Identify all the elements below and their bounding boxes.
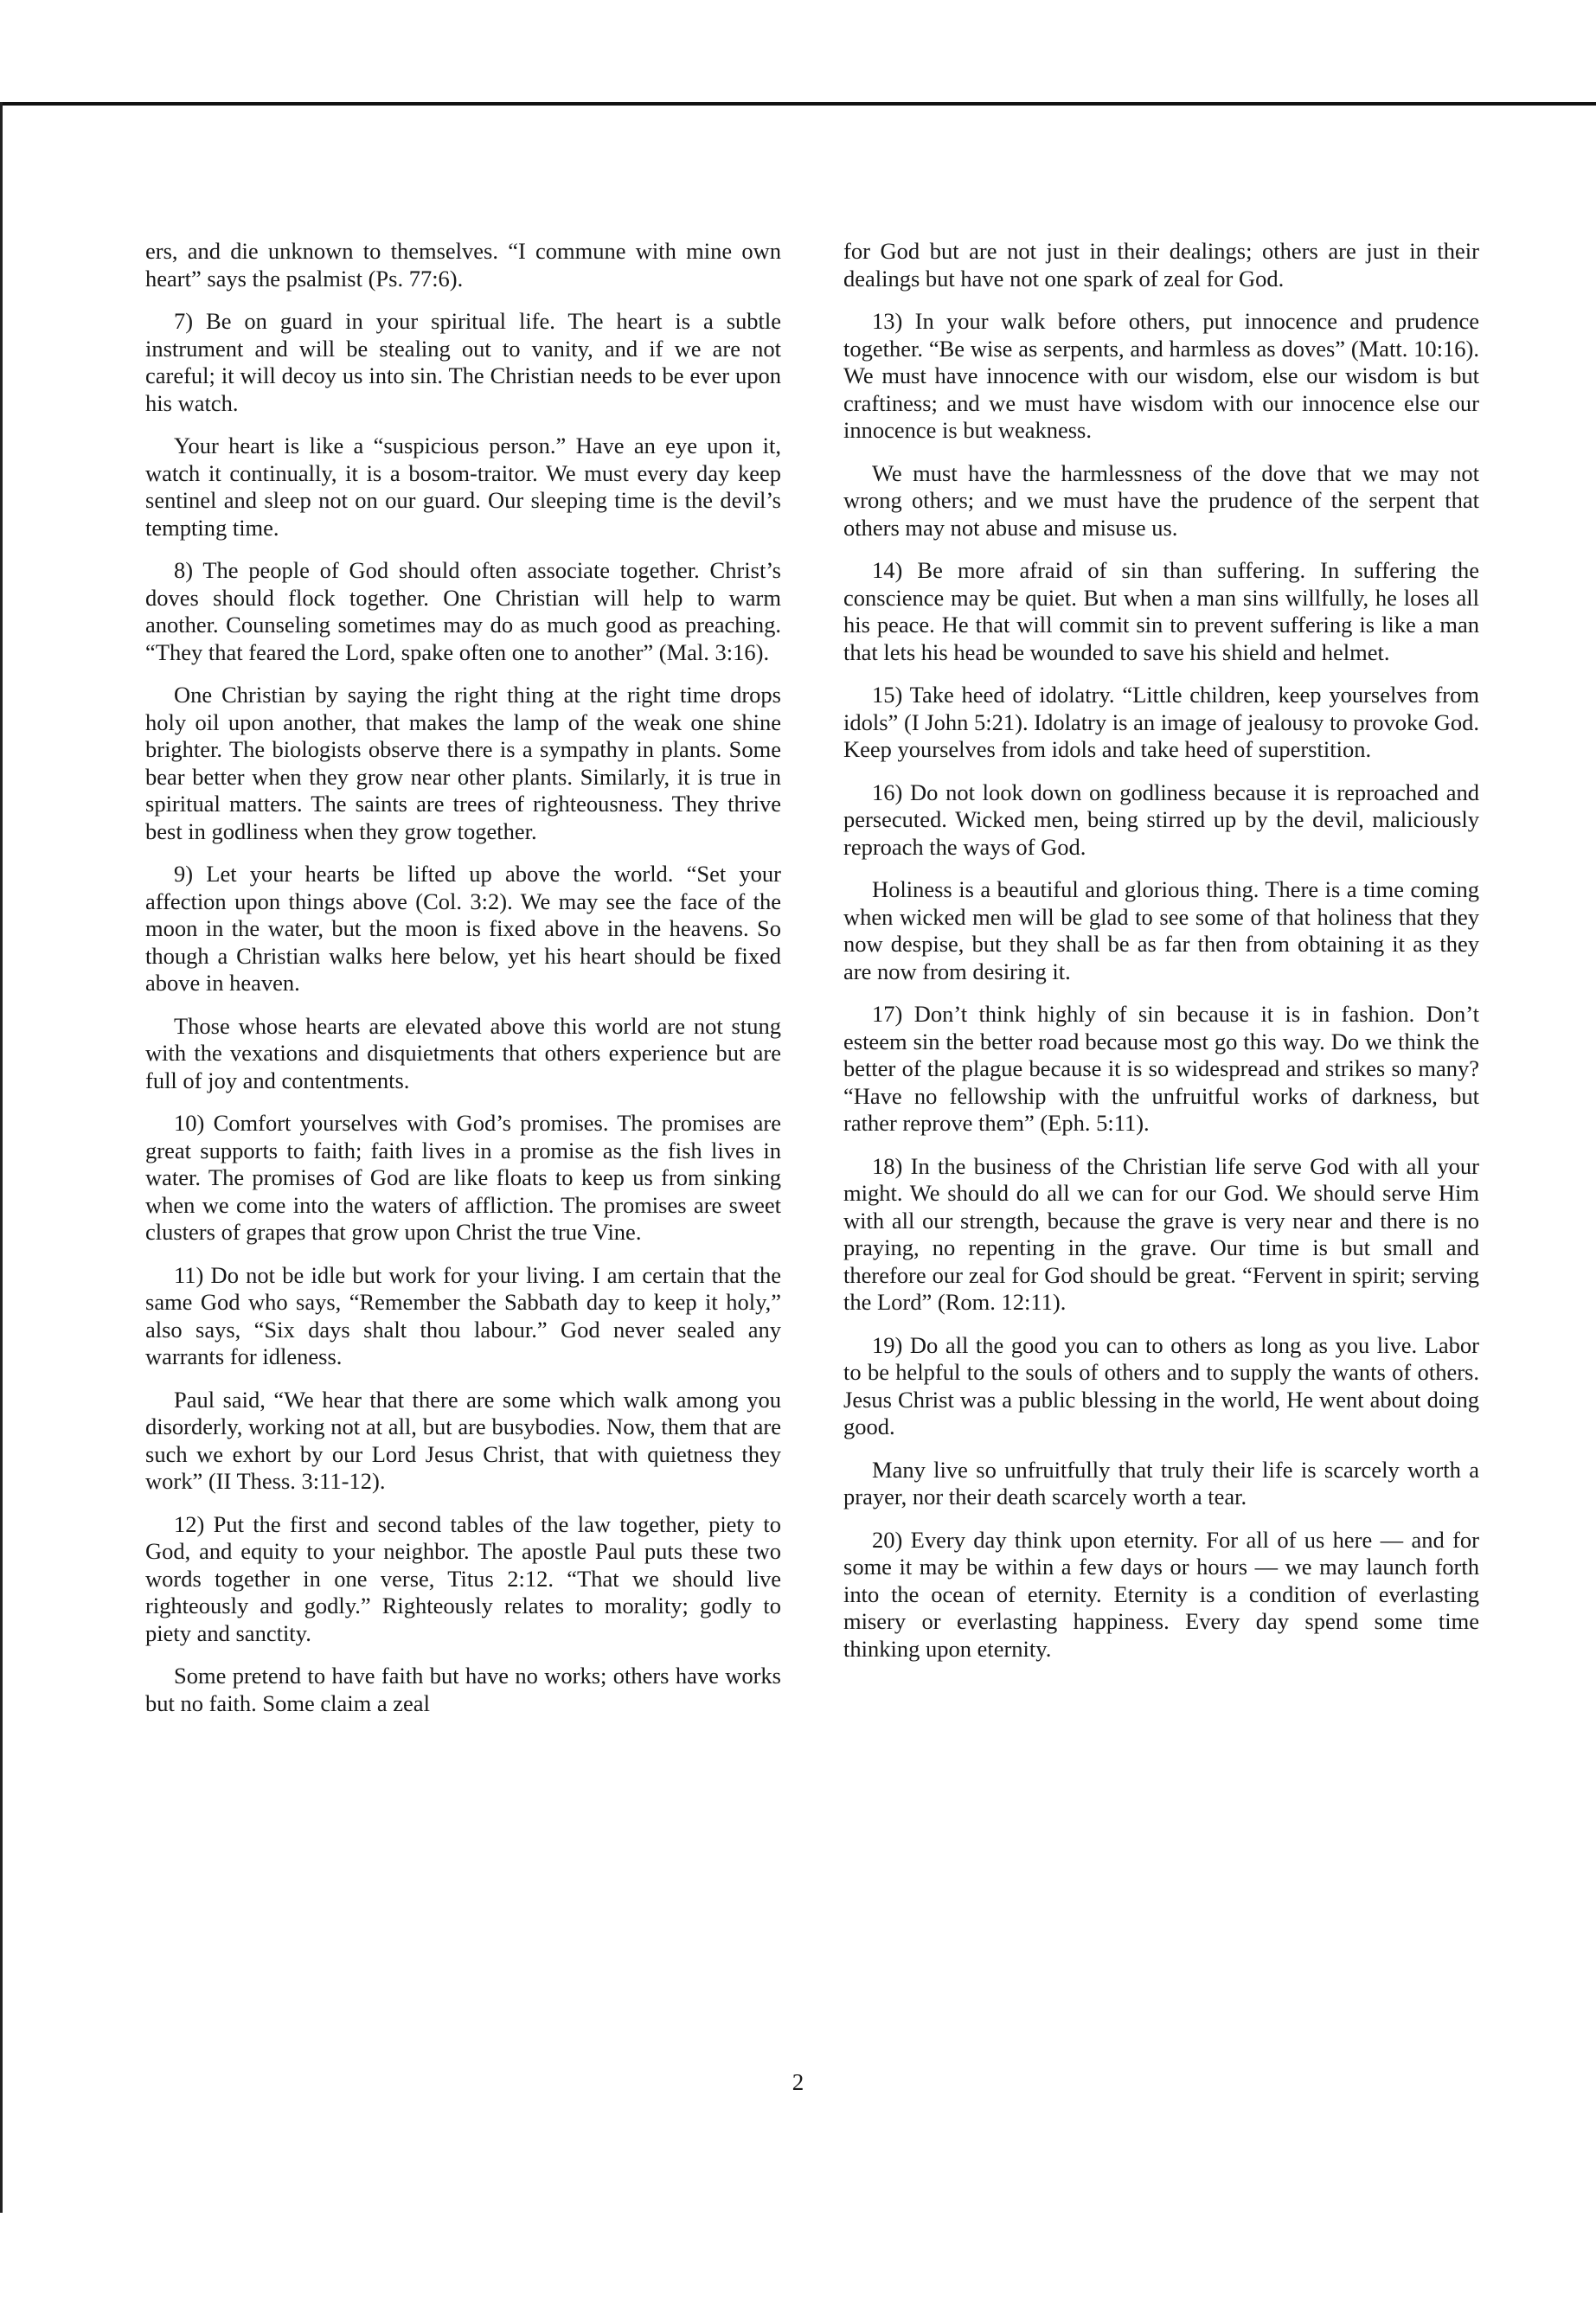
paragraph: 15) Take heed of idolatry. “Little children, keep yourselves from idols” (I John 5:21). Idolatry is an image of jealousy to provoke God. Keep yourselves from idols and take heed of superstition. bbox=[843, 682, 1479, 762]
paragraph: 14) Be more afraid of sin than suffering. In suffering the conscience may be quiet. But when a man sins willfully, he loses all his peace. He that will commit sin to prevent suffering is like a man that lets his head be wounded to save his shield and helmet. bbox=[843, 557, 1479, 665]
paragraph: 18) In the business of the Christian life serve God with all your might. We should do all we can for our God. We should serve Him with all our strength, because the grave is very near and there is no praying, no repenting in the grave. Our time is but small and therefore our zeal for God should be great. “Fervent in spirit; serving the Lord” (Rom. 12:11). bbox=[843, 1152, 1479, 1315]
paragraph: Paul said, “We hear that there are some which walk among you disorderly, working not at all, but are busybodies. Now, them that are such we exhort by our Lord Jesus Christ, that with quietness they work” (II Thess. 3:11-12). bbox=[145, 1386, 781, 1494]
left-text-column bbox=[145, 238, 781, 1733]
paragraph: for God but are not just in their dealings; others are just in their dealings but have not one spark of zeal for God. bbox=[843, 238, 1479, 292]
right-text-column bbox=[843, 238, 1479, 1678]
top-border-rule bbox=[0, 102, 1596, 106]
paragraph: We must have the harmlessness of the dove that we may not wrong others; and we must have the prudence of the serpent that others may not abuse and misuse us. bbox=[843, 459, 1479, 541]
paragraph: 12) Put the first and second tables of the law together, piety to God, and equity to your neighbor. The apostle Paul puts these two words together in one verse, Titus 2:12. “That we should live righteously and godly.” Righteously relates to morality; godly to piety and sanctity. bbox=[145, 1510, 781, 1646]
paragraph: 13) In your walk before others, put innocence and prudence together. “Be wise as serpents, and harmless as doves” (Matt. 10:16). We must have innocence with our wisdom, else our wisdom is but craftiness; and we must have wisdom with our innocence else our innocence is but weakness. bbox=[843, 308, 1479, 443]
paragraph: 8) The people of God should often associate together. Christ’s doves should flock together. One Christian will help to warm another. Counseling sometimes may do as much good as preaching. “They that feared the Lord, spake often one to another” (Mal. 3:16). bbox=[145, 557, 781, 665]
paragraph: 19) Do all the good you can to others as long as you live. Labor to be helpful to the souls of others and to supply the wants of others. Jesus Christ was a public blessing in the world, He went about doing good. bbox=[843, 1331, 1479, 1439]
paragraph: 17) Don’t think highly of sin because it is in fashion. Don’t esteem sin the better road because most go this way. Do we think the better of the plague because it is so widespread and strikes so many? “Have no fellowship with the unfruitful works of darkness, but rather reprove them” (Eph. 5:11). bbox=[843, 1001, 1479, 1136]
paragraph: Many live so unfruitfully that truly their life is scarcely worth a prayer, nor their death scarcely worth a tear. bbox=[843, 1456, 1479, 1509]
paragraph: 10) Comfort yourselves with God’s promises. The promises are great supports to faith; faith lives in a promise as the fish lives in water. The promises of God are like floats to keep us from sinking when we come into the waters of affliction. The promises are sweet clusters of grapes that grow upon Christ the true Vine. bbox=[145, 1110, 781, 1245]
page-number: 2 bbox=[792, 2069, 804, 2095]
paragraph: 16) Do not look down on godliness because it is reproached and persecuted. Wicked men, being stirred up by the devil, maliciously reproach the ways of God. bbox=[843, 779, 1479, 860]
paragraph: Some pretend to have faith but have no works; others have works but no faith. Some claim a zeal bbox=[145, 1663, 781, 1716]
paragraph: Those whose hearts are elevated above this world are not stung with the vexations and disquietments that others experience but are full of joy and contentments. bbox=[145, 1012, 781, 1093]
paragraph: Holiness is a beautiful and glorious thing. There is a time coming when wicked men will be glad to see some of that holiness that they now despise, but they shall be as far then from obtaining it as they are now from desiring it. bbox=[843, 876, 1479, 984]
paragraph: One Christian by saying the right thing at the right time drops holy oil upon another, that makes the lamp of the weak one shine brighter. The biologists observe there is a sympathy in plants. Some bear better when they grow near other plants. Similarly, it is true in spiritual matters. The saints are trees of righteousness. They thrive best in godliness when they grow together. bbox=[145, 682, 781, 844]
paragraph: ers, and die unknown to themselves. “I commune with mine own heart” says the psalmist (Ps. 77:6). bbox=[145, 238, 781, 292]
paragraph: Your heart is like a “suspicious person.” Have an eye upon it, watch it continually, it is a bosom-traitor. We must every day keep sentinel and sleep not on our guard. Our sleeping time is the devil’s tempting time. bbox=[145, 433, 781, 541]
paragraph: 9) Let your hearts be lifted up above the world. “Set your affection upon things above (Col. 3:2). We may see the face of the moon in the water, but the moon is fixed above in the heavens. So though a Christian walks here below, yet his heart should be fixed above in heaven. bbox=[145, 861, 781, 996]
left-border-rule bbox=[0, 102, 3, 2213]
paragraph: 7) Be on guard in your spiritual life. The heart is a subtle instrument and will be stealing out to vanity, and if we are not careful; it will decoy us into sin. The Christian needs to be ever upon his watch. bbox=[145, 308, 781, 416]
paragraph: 20) Every day think upon eternity. For all of us here — and for some it may be within a few days or hours — we may launch forth into the ocean of eternity. Eternity is a condition of everlasting misery or everlasting happiness. Every day spend some time thinking upon eternity. bbox=[843, 1526, 1479, 1662]
paragraph: 11) Do not be idle but work for your living. I am certain that the same God who says, “Remember the Sabbath day to keep it holy,” also says, “Six days shalt thou labour.” God never sealed any warrants for idleness. bbox=[145, 1261, 781, 1369]
